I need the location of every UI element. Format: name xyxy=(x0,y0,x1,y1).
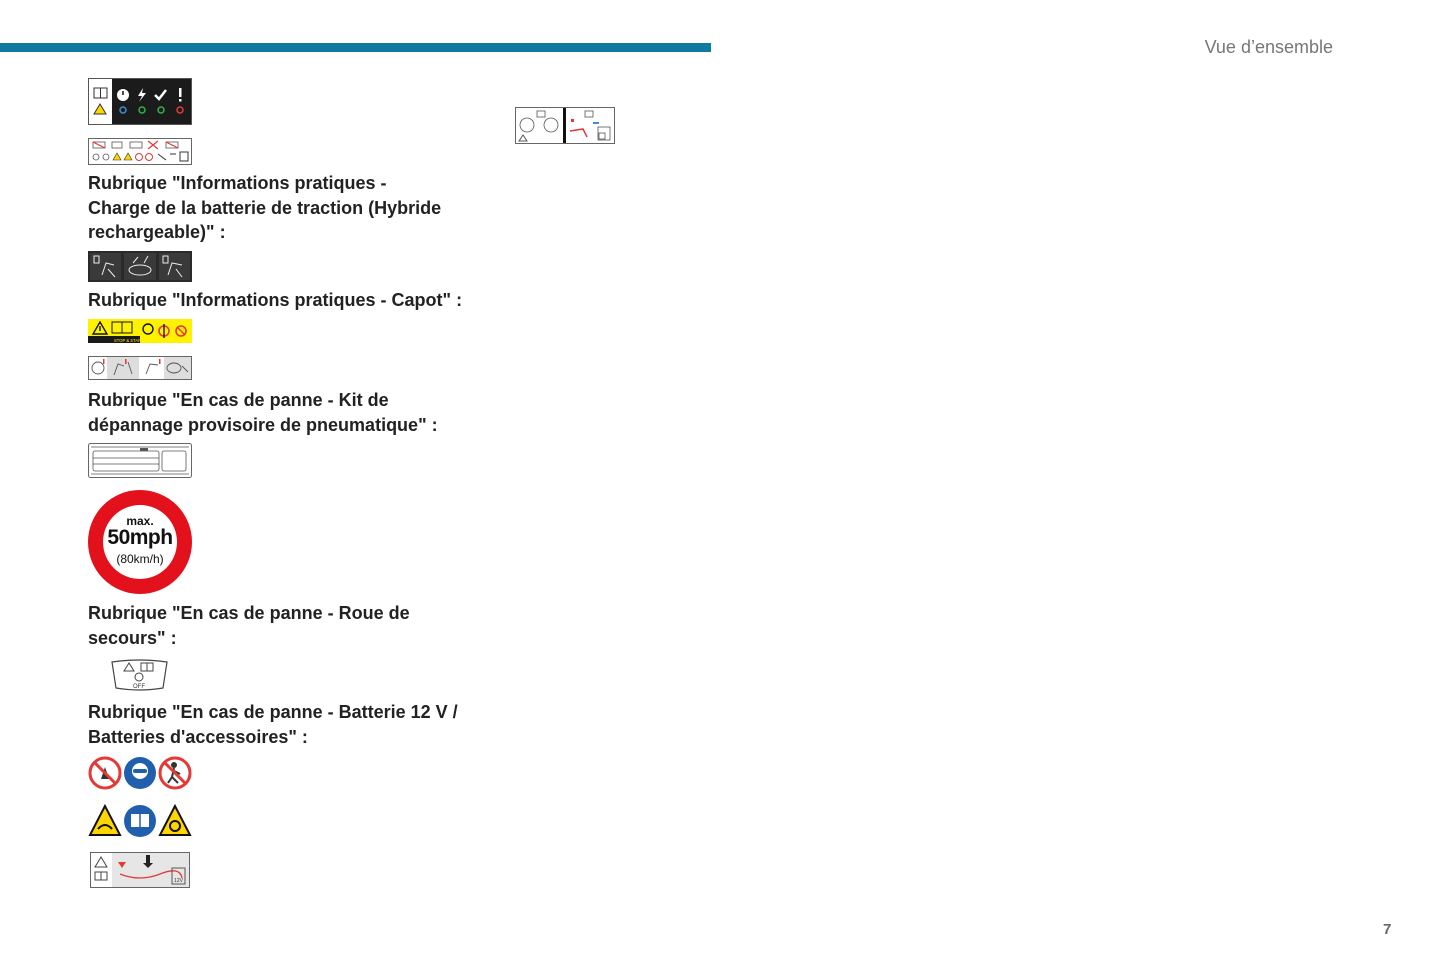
read-manual-icon xyxy=(124,805,156,837)
spare-off-text: OFF xyxy=(133,684,145,690)
speed-value: 50mph xyxy=(107,526,173,549)
spare-wheel-label xyxy=(110,658,169,693)
explosive-gas-warning-icon xyxy=(160,806,190,835)
heading-roue-secours: Rubrique "En cas de panne - Roue de secours" : xyxy=(88,603,410,648)
speed-max-label: max. xyxy=(126,514,154,528)
heading-kit-depannage: Rubrique "En cas de panne - Kit de dépannage provisoire de pneumatique" : xyxy=(88,390,438,435)
stop-start-text: STOP & START SYSTEM xyxy=(114,338,163,343)
clock-icon xyxy=(117,89,129,101)
eye-protection-icon xyxy=(124,757,156,789)
cooling-fan-label xyxy=(88,356,192,380)
battery-prohibition-icons xyxy=(88,755,192,791)
charging-diagram-label xyxy=(515,107,615,144)
section-title: Vue d’ensemble xyxy=(1204,37,1333,57)
speed-kmh: (80km/h) xyxy=(116,552,164,566)
battery-jump-start-label xyxy=(90,852,190,888)
exclamation-icon xyxy=(179,88,182,102)
speed-limit-sign xyxy=(88,490,192,594)
tyre-repair-kit-label xyxy=(88,443,192,478)
battery-warning-icons xyxy=(88,803,192,838)
battery-12v-text: 12V xyxy=(174,878,183,884)
charging-precautions-label xyxy=(88,138,192,165)
acid-warning-icon xyxy=(90,806,120,835)
heading-batterie-12v: Rubrique "En cas de panne - Batterie 12 V / Batteries d'accessoires" : xyxy=(88,702,458,747)
heading-capot: Rubrique "Informations pratiques - Capot" : xyxy=(88,290,463,310)
charging-status-label xyxy=(88,78,192,125)
header-accent-bar xyxy=(0,43,711,52)
no-flame-icon xyxy=(90,758,120,788)
keep-children-away-icon xyxy=(160,758,190,788)
page-number: 7 xyxy=(1383,921,1392,938)
stop-start-warning-label xyxy=(88,319,192,343)
bonnet-opening-label xyxy=(88,251,192,282)
heading-charge-batterie: Rubrique "Informations pratiques - Charge de la batterie de traction (Hybride rechargeable)" : xyxy=(88,173,442,242)
